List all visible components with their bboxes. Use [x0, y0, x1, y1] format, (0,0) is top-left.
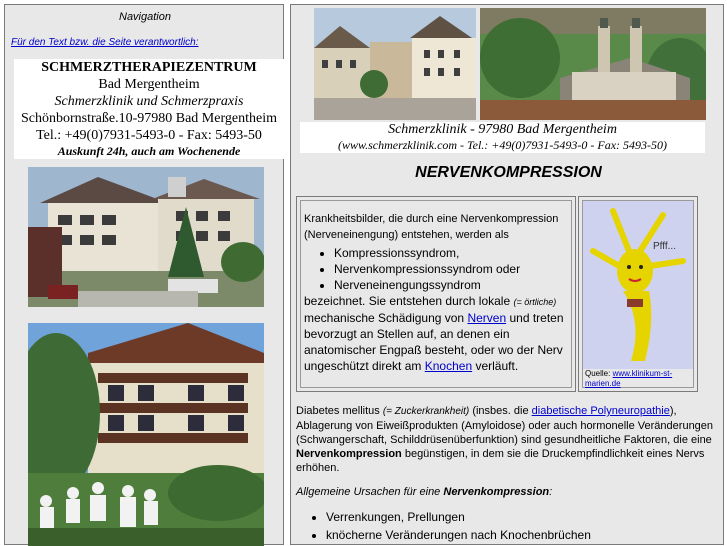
note: (= Zuckerkrankheit): [382, 406, 470, 417]
causes-list: [296, 508, 721, 544]
source-label: Quelle:: [585, 369, 611, 378]
bold-term: Nervenkompression: [296, 448, 402, 460]
text: (insbes. die: [472, 405, 529, 417]
intro-note: (= örtliche): [513, 297, 557, 307]
list-item: • knöcherne Veränderungen nach Knochenbrüchen: [326, 526, 721, 544]
speech-text: Pfff...: [653, 241, 676, 252]
image-source: [583, 369, 693, 389]
text: begünstigen, in dem sie die Druckempfindlichkeit eines Nervs erhöhen.: [296, 448, 705, 474]
intro-text: verläuft.: [475, 359, 519, 373]
nerve-drawing: [583, 201, 693, 369]
intro-paragraph: [304, 293, 568, 374]
list-item: • Verrenkungen, Prellungen: [326, 508, 721, 526]
intro-lead: Krankheitsbilder, die durch eine Nervenkompression (Nerveneinengung) entstehen, werden als: [304, 213, 559, 241]
intro-content: [300, 200, 572, 388]
navigation-title: Navigation: [119, 11, 171, 23]
intro-text: bezeichnet. Sie entstehen durch lokale: [304, 294, 511, 308]
clinic-address: [14, 59, 284, 159]
clinic-city: Bad Mergentheim: [98, 77, 200, 92]
bold-term: Nervenkompression: [443, 486, 550, 498]
text: :: [549, 486, 553, 498]
text: Allgemeine Ursachen für eine: [296, 486, 441, 498]
list-item: • Nerveneinengungssyndrom: [334, 277, 568, 293]
list-item: • Nervenkompressionssyndrom oder: [334, 261, 568, 277]
clinic-name: SCHMERZTHERAPIEZENTRUM: [41, 60, 257, 75]
list-item: • Kompressionssyndrom,: [334, 245, 568, 261]
syndrome-list: [304, 245, 568, 293]
drawing-box: [578, 196, 698, 392]
text: ), Ablagerung von Eiweißprodukten (Amyloidose) oder auch hormonelle Veränderungen (Schwangerschaft, Schilddrüsenüberfunktion) sind gesundheitliche Faktoren, die eine: [296, 405, 714, 446]
clinic-subtitle: Schmerzklinik und Schmerzpraxis: [54, 94, 244, 109]
nerven-link[interactable]: Nerven: [467, 311, 507, 325]
diabetes-paragraph: [296, 404, 721, 475]
intro-box: [296, 196, 576, 392]
caption-line1: Schmerzklinik - 97980 Bad Mergentheim: [388, 122, 617, 137]
town-square-photo: [314, 8, 476, 120]
caption-line2: (www.schmerzklinik.com - Tel.: +49(0)7931-5493-0 - Fax: 5493-50): [337, 138, 668, 152]
polyneuropathie-link[interactable]: diabetische Polyneuropathie: [531, 405, 670, 417]
intro-text: und treten bevorzugt an Stellen auf, an denen ein anatomischer Engpaß besteht, oder wo der Nerv ungeschützt direkt am: [304, 311, 564, 373]
knochen-link[interactable]: Knochen: [424, 359, 473, 373]
clinic-phone: Tel.: +49(0)7931-5493-0 - Fax: 5493-50: [36, 128, 262, 143]
page-title: NERVENKOMPRESSION: [415, 164, 602, 181]
castle-aerial-photo: [480, 8, 706, 120]
clinic-building-photo: [28, 167, 264, 307]
left-frame: [4, 4, 284, 545]
drawing-content: [582, 200, 694, 388]
text: Diabetes mellitus: [296, 405, 380, 417]
clinic-street: Schönbornstraße.10-97980 Bad Mergentheim: [21, 111, 277, 126]
intro-text: mechanische Schädigung von: [304, 311, 465, 325]
responsible-link[interactable]: Für den Text bzw. die Seite verantwortlich:: [11, 37, 199, 48]
source-link[interactable]: www.klinikum-st-marien.de: [585, 369, 673, 388]
causes-heading: [296, 486, 721, 498]
clinic-garden-photo: [28, 323, 264, 546]
clinic-hours: Auskunft 24h, auch am Wochenende: [57, 144, 241, 158]
clinic-caption: [300, 122, 705, 153]
